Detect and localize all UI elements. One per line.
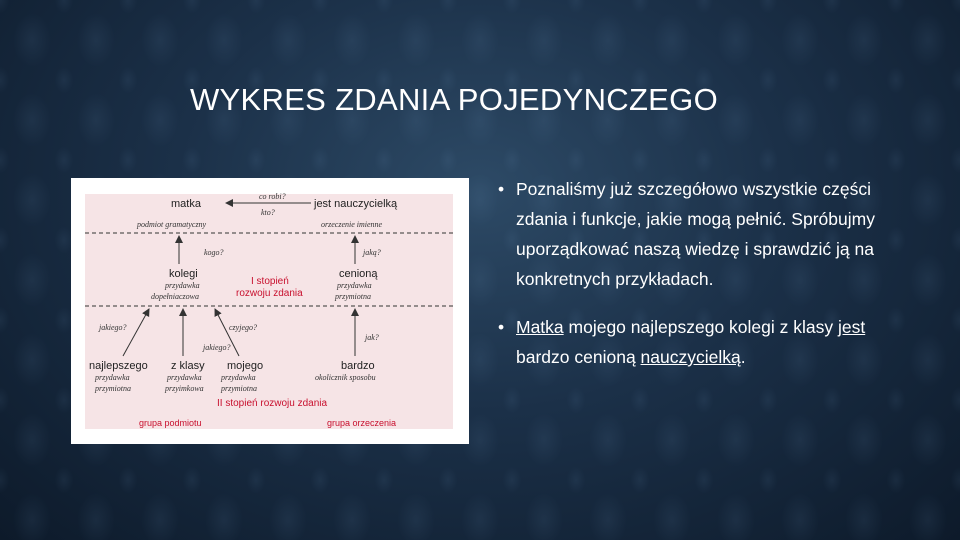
mojego-function-1: przydawka (221, 373, 256, 382)
z-klasy-function-1: przydawka (167, 373, 202, 382)
slide-title: WYKRES ZDANIA POJEDYNCZEGO (190, 82, 718, 117)
group-predicate-label: grupa orzeczenia (327, 418, 397, 428)
example-sentence (516, 317, 865, 367)
sentence-part: . (740, 347, 746, 367)
bullet-dot: • (498, 317, 505, 337)
word-z-klasy: z klasy (171, 360, 205, 372)
question-co-robi: co robi? (259, 192, 286, 201)
question-jaka: jaką? (363, 248, 381, 257)
level-1-label-a: I stopień (251, 276, 289, 287)
label-podmiot: podmiot gramatyczny (137, 220, 207, 229)
word-ceniona: cenioną (339, 268, 378, 280)
question-czyjego: czyjego? (229, 323, 257, 332)
word-kolegi: kolegi (169, 268, 198, 280)
kolegi-function-1: przydawka (165, 281, 200, 290)
word-bardzo: bardzo (341, 360, 375, 372)
bullet-dot: • (498, 179, 505, 199)
word-najlepszego: najlepszego (89, 360, 148, 372)
kolegi-function-2: dopełniaczowa (151, 292, 199, 301)
sentence-part: bardzo cenioną (516, 347, 641, 367)
word-mojego: mojego (227, 360, 264, 372)
level-2-label: II stopień rozwoju zdania (217, 398, 328, 409)
level-1-label-b: rozwoju zdania (236, 288, 303, 299)
sentence-diagram (71, 178, 469, 444)
mojego-function-2: przymiotna (221, 384, 257, 393)
sentence-part: mojego najlepszego kolegi z klasy (563, 317, 838, 337)
group-subject-label: grupa podmiotu (139, 418, 202, 428)
z-klasy-function-2: przyimkowa (165, 384, 204, 393)
najlepszego-function-2: przymiotna (95, 384, 131, 393)
diagram-background-band (85, 194, 453, 429)
bullet-list (498, 174, 918, 390)
question-jak: jak? (365, 333, 379, 342)
underlined-predicate-noun: nauczycielką (640, 347, 741, 367)
question-kogo: kogo? (204, 248, 224, 257)
underlined-predicate-verb: jest (837, 317, 866, 337)
question-kto: kto? (261, 208, 275, 217)
sentence-diagram-figure (71, 178, 469, 444)
label-orzeczenie: orzeczenie imienne (321, 220, 383, 229)
bardzo-function-1: okolicznik sposobu (315, 373, 376, 382)
ceniona-function-1: przydawka (337, 281, 372, 290)
najlepszego-function-1: przydawka (95, 373, 130, 382)
bullet-text-intro: Poznaliśmy już szczegółowo wszystkie części zdania i funkcje, jakie mogą pełnić. Spróbujmy uporządkować naszą wiedzę i sprawdzić ją na konkretnych przykładach. (516, 179, 875, 289)
question-jakiego-2: jakiego? (203, 343, 231, 352)
question-jakiego-1: jakiego? (99, 323, 127, 332)
word-matka: matka (171, 198, 201, 210)
ceniona-function-2: przymiotna (335, 292, 371, 301)
bullet-item (498, 312, 918, 372)
word-jest-nauczycielka: jest nauczycielką (314, 198, 398, 210)
underlined-subject: Matka (516, 317, 564, 337)
bullet-item (498, 174, 918, 294)
